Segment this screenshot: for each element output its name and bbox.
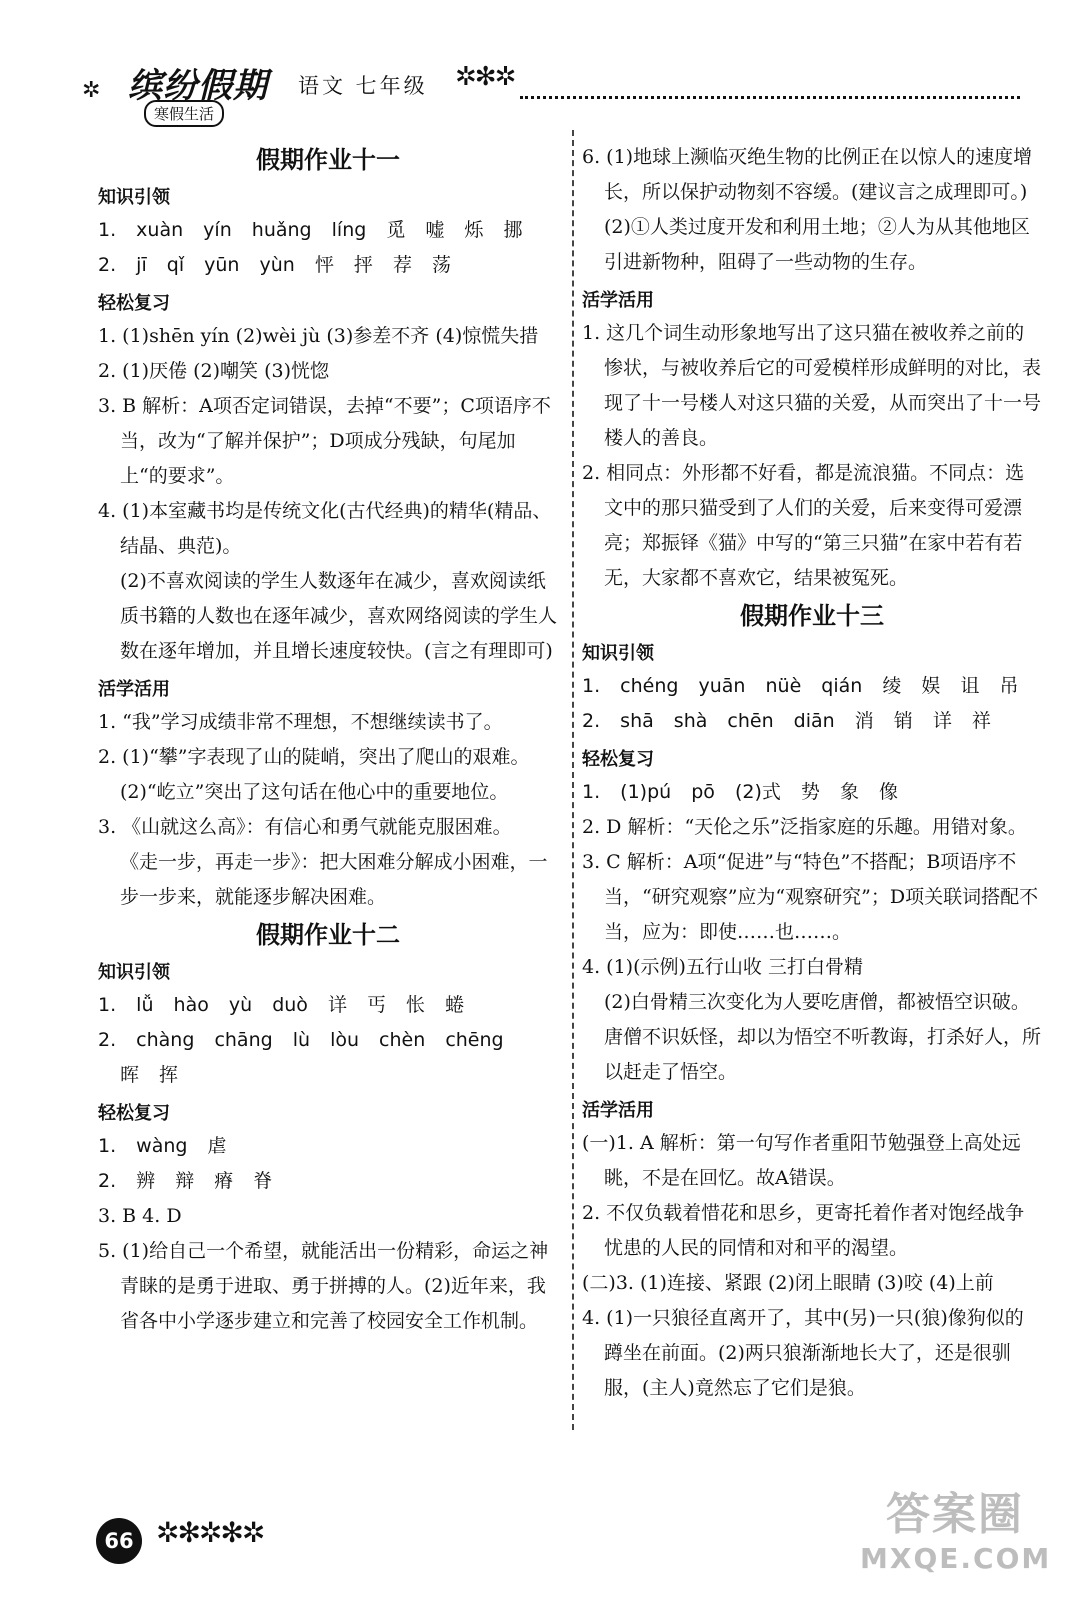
page-footer: [96, 1510, 356, 1570]
watermark-logo: [860, 1478, 1050, 1588]
subheading: 知识引领: [98, 187, 170, 208]
answer-item: 2. (1)“攀”字表现了山的陡峭，突出了爬山的艰难。: [98, 746, 530, 768]
subheading: 活学活用: [98, 679, 170, 700]
answer-item: 2. chàng chāng lù lòu chèn chēng: [98, 1029, 504, 1051]
section-title: 假期作业十二: [256, 921, 400, 949]
right-column: [582, 140, 1042, 1406]
answer-item: 1. lǚ hào yù duò 详 丐 怅 蜷: [98, 994, 465, 1016]
flower-icon: ✲: [82, 78, 101, 103]
logo-subtitle: 寒假生活: [144, 100, 224, 127]
answer-item: 1. (1)pú pō (2)式 势 象 像: [582, 781, 898, 803]
flower-decoration-icon: ✲✻✲✻✲: [156, 1516, 264, 1549]
answer-item: 1. 这几个词生动形象地写出了这只猫在被收养之前的惨状，与被收养后它的可爱模样形成鲜明的对比，表现了十一号楼人对这只猫的关爱，从而突出了十一号楼人的善良。: [582, 322, 1042, 449]
page-header: [0, 0, 1073, 130]
answer-item: 1. wàng 虐: [98, 1135, 227, 1157]
answer-item: (二)3. (1)连接、紧跟 (2)闭上眼睛 (3)咬 (4)上前: [582, 1272, 994, 1294]
flower-decoration-icon: ✲✻✲: [455, 62, 515, 92]
subheading: 轻松复习: [98, 293, 170, 314]
subheading: 轻松复习: [582, 749, 654, 770]
answer-item: 2. 不仅负载着惜花和思乡，更寄托着作者对饱经战争忧患的人民的同情和对和平的渴望。: [582, 1202, 1025, 1259]
left-column: [98, 140, 558, 1339]
answer-item: (2)“屹立”突出了这句话在他心中的重要地位。: [120, 781, 509, 803]
answer-item: 晖 挥: [120, 1064, 179, 1086]
answer-item: 2. jī qǐ yūn yùn 怦 抨 荐 荡: [98, 254, 451, 276]
book-logo: [100, 52, 285, 128]
answer-item: (2)白骨精三次变化为人要吃唐僧，都被悟空识破。唐僧不识妖怪，却以为悟空不听教诲，打杀好人，所以赶走了悟空。: [604, 991, 1042, 1083]
answer-item: 3. C 解析：A项“促进”与“特色”不搭配；B项语序不当，“研究观察”应为“观察研究”；D项关联词搭配不当，应为：即使……也……。: [582, 851, 1039, 943]
answer-item: 2. 相同点：外形都不好看，都是流浪猫。不同点：选文中的那只猫受到了人们的关爱，后来变得可爱漂亮；郑振铎《猫》中写的“第三只猫”在家中若有若无，大家都不喜欢它，结果被冤死。: [582, 462, 1025, 589]
answer-item: (一)1. A 解析：第一句写作者重阳节勉强登上高处远眺，不是在回忆。故A错误。: [582, 1132, 1021, 1189]
answer-item: 1. (1)shēn yín (2)wèi jù (3)参差不齐 (4)惊慌失措: [98, 325, 539, 347]
subheading: 活学活用: [582, 290, 654, 311]
section-title: 假期作业十一: [256, 146, 400, 174]
page-number: 66: [96, 1518, 142, 1564]
answer-item: 《走一步，再走一步》：把大困难分解成小困难，一步一步来，就能逐步解决困难。: [120, 851, 548, 908]
answer-item: 1. xuàn yín huǎng líng 觅 嘘 烁 挪: [98, 219, 523, 241]
subject-grade: 语文 七年级: [298, 74, 428, 98]
answer-item: 2. (1)厌倦 (2)嘲笑 (3)恍惚: [98, 360, 329, 382]
answer-item: 2. D 解析：“天伦之乐”泛指家庭的乐趣。用错对象。: [582, 816, 1027, 838]
subheading: 轻松复习: [98, 1103, 170, 1124]
answer-item: 1. “我”学习成绩非常不理想，不想继续读书了。: [98, 711, 503, 733]
answer-item: 4. (1)(示例)五行山收 三打白骨精: [582, 956, 863, 978]
subheading: 知识引领: [98, 962, 170, 983]
answer-item: 4. (1)本室藏书均是传统文化(古代经典)的精华(精品、结晶、典范)。: [98, 500, 552, 557]
answer-item: 2. 辨 辩 瘠 脊: [98, 1170, 273, 1192]
answer-item: 3. B 解析：A项否定词错误，去掉“不要”；C项语序不当，改为“了解并保护”；D项成分残缺，句尾加上“的要求”。: [98, 395, 551, 487]
answer-item: 2. shā shà chēn diān 消 销 详 祥: [582, 710, 991, 732]
answer-item: (2)不喜欢阅读的学生人数逐年在减少，喜欢阅读纸质书籍的人数也在逐年减少，喜欢网络阅读的学生人数在逐年增加，并且增长速度较快。(言之有理即可): [120, 570, 558, 662]
section-title: 假期作业十三: [740, 602, 884, 630]
answer-item: 3. B 4. D: [98, 1205, 182, 1227]
answer-item: 3. 《山就这么高》：有信心和勇气就能克服困难。: [98, 816, 512, 838]
answer-item: 1. chéng yuān nüè qián 绫 娱 诅 吊: [582, 675, 1019, 697]
subheading: 知识引领: [582, 643, 654, 664]
answer-item: 6. (1)地球上濒临灭绝生物的比例正在以惊人的速度增长，所以保护动物刻不容缓。(建议言之成理即可。): [582, 146, 1033, 203]
watermark-url: MXQE.COM: [860, 1542, 1052, 1575]
header-dotted-rule: [520, 96, 1020, 99]
answer-item: 5. (1)给自己一个希望，就能活出一份精彩，命运之神青睐的是勇于进取、勇于拼搏的人。(2)近年来，我省各中小学逐步建立和完善了校园安全工作机制。: [98, 1240, 549, 1332]
subheading: 活学活用: [582, 1100, 654, 1121]
column-divider: [572, 130, 574, 1430]
answer-item: 4. (1)一只狼径直离开了，其中(另)一只(狼)像狗似的蹲坐在前面。(2)两只狼渐渐地长大了，还是很驯服，(主人)竟然忘了它们是狼。: [582, 1307, 1024, 1399]
watermark-title: 答案圈: [886, 1489, 1024, 1540]
logo-title: 缤纷假期: [128, 66, 268, 106]
answer-item: (2)①人类过度开发和利用土地；②人为从其他地区引进新物种，阻碍了一些动物的生存。: [604, 216, 1030, 273]
